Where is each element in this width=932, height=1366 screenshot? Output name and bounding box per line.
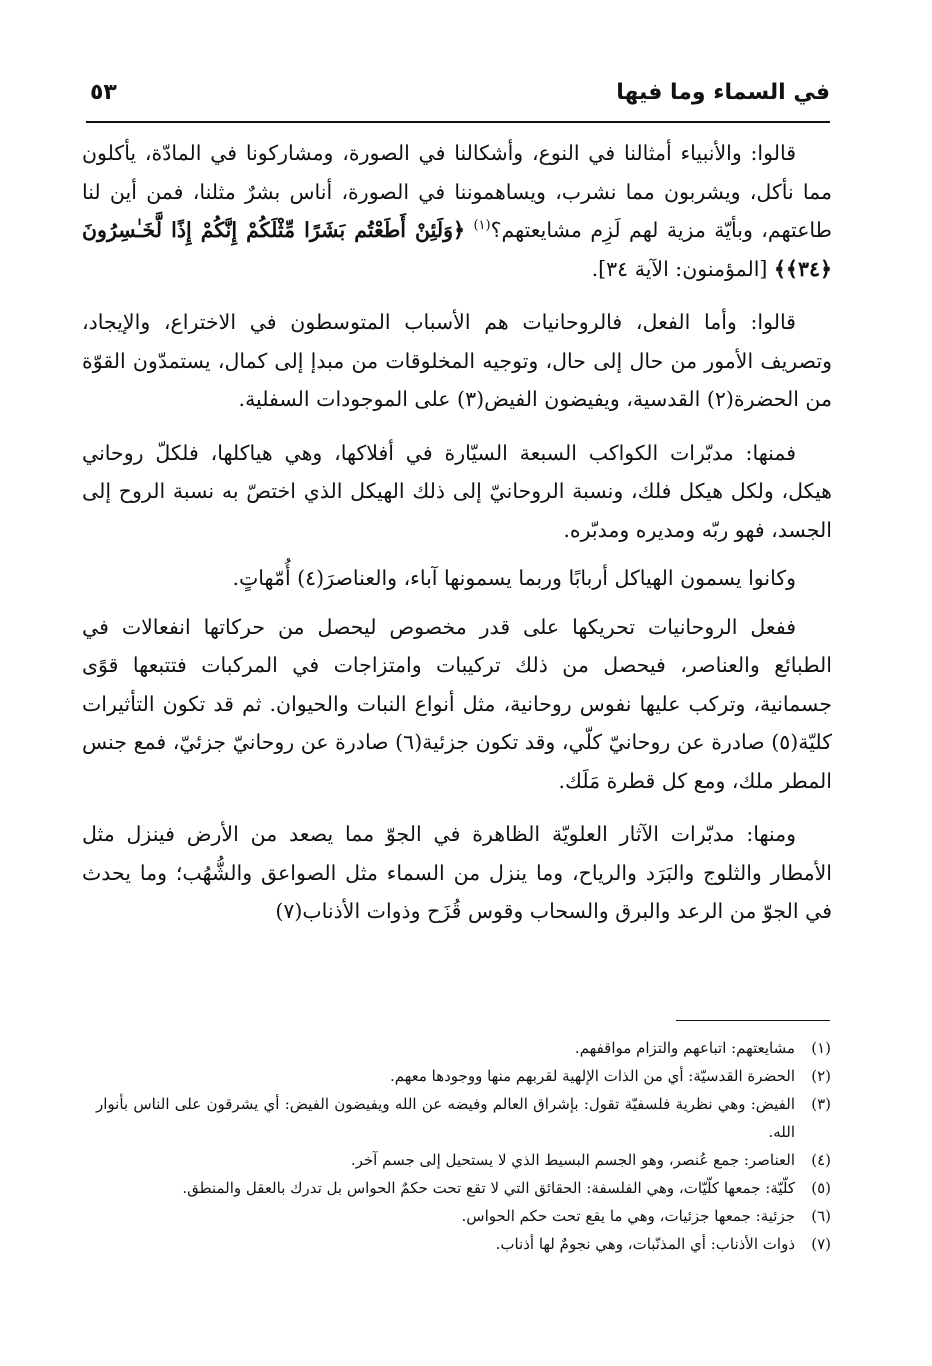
footnote [96,1090,831,1146]
paragraph: ففعل الروحانيات تحريكها على قدر مخصوص ليحصل من حركاتها انفعالات في الطبائع والعناصر، فيحصل من ذلك تركيبات وامتزاجات في المركبات فتتبعها قوًى جسمانية، وتركب عليها نفوس روحانية، مثل أنواع النبات والحيوان. ثم قد تكون التأثيرات كليّة(٥) صادرة عن روحانيّ كلّي، وقد تكون جزئية(٦) صادرة عن روحانيّ جزئيّ، فمع جنس المطر ملك، ومع كل قطرة مَلَك. [82,614,832,793]
footnote-number: (٤) [811,1151,831,1169]
footnote-number: (٦) [811,1207,831,1225]
footnote-number: (٥) [811,1179,831,1197]
verse-reference: [المؤمنون: الآية ٣٤]. [591,256,774,281]
footnote-text: العناصر: جمع عُنصر، وهو الجسم البسيط الذي لا يستحيل إلى جسم آخر. [350,1151,795,1169]
quran-verse: ﴿وَلَئِنْ أَطَعْتُم بَشَرًا مِّثْلَكُمْ إِنَّكُمْ إِذًا لَّخَـٰسِرُونَ ﴿٣٤﴾﴾ [82,218,832,281]
footnote-text: كلّيّة: جمعها كلّيّات، وهي الفلسفة: الحقائق التي لا تقع تحت حكمٌ الحواس بل تدرك بالعقل والمنطق. [182,1179,795,1197]
paragraph [82,134,832,288]
paragraph: قالوا: وأما الفعل، فالروحانيات هم الأسباب المتوسطون في الاختراع، والإيجاد، وتصريف الأمور من حال إلى حال، وتوجيه المخلوقات من مبدإ إلى كمال، يستمدّون القوّة من الحضرة(٢) القدسية، ويفيضون الفيض(٣) على الموجودات السفلية. [82,310,832,411]
footnote-number: (٧) [811,1235,831,1253]
footnote-text: مشايعتهم: اتباعهم والتزام مواقفهم. [574,1039,795,1057]
footnote-text: الحضرة القدسيّة: أي من الذات الإلهية لقربهم منها ووجودها معهم. [389,1067,795,1085]
chapter-title: في السماء وما فيها [616,80,830,105]
footnote [96,1174,831,1202]
footnote-mark: (١) [473,218,491,234]
footnote-number: (٢) [811,1067,831,1085]
main-text [82,134,832,946]
footnote [96,1202,831,1230]
page-number: ٥٣ [90,80,117,105]
footnote [96,1062,831,1090]
footnote [96,1230,831,1258]
running-header [86,76,830,116]
paragraph: وكانوا يسمون الهياكل أربابًا وربما يسمونها آباء، والعناصرَ(٤) أُمّهاتٍ. [232,566,796,590]
footnote-text: جزئية: جمعها جزئيات، وهي ما يقع تحت حكم الحواس. [461,1207,795,1225]
header-divider [86,121,830,123]
footnote-text: ذوات الأذناب: أي المذنّبات، وهي نجومٌ لها أذناب. [495,1235,795,1253]
footnote-number: (٣) [811,1095,831,1113]
footnote [96,1034,831,1062]
footnote-text: الفيض: وهي نظرية فلسفيّة تقول: بإشراق العالم وفيضه عن الله ويفيضون الفيض: أي يشرقون على الناس بأنوار الله. [96,1095,795,1141]
paragraph-text: قالوا: والأنبياء أمثالنا في النوع، وأشكالنا في الصورة، ومشاركونا في المادّة، يأكلون مما نأكل، ويشربون مما نشرب، ويساهموننا في الصورة، أناس بشرٌ مثلنا، فمن أين لنا طاعتهم، وبأيّة مزية لهم لَزِم مشايعتهم؟ [82,141,832,242]
paragraph: ومنها: مدبّرات الآثار العلويّة الظاهرة في الجوّ مما يصعد من الأرض فينزل مثل الأمطار والثلوج والبَرَد والرياح، وما ينزل من السماء مثل الصواعق والشُّهُب؛ وما يحدث في الجوّ من الرعد والبرق والسحاب وقوس قُزَح وذوات الأذناب(٧) [82,822,832,923]
footnote [96,1146,831,1174]
footnote-number: (١) [811,1039,831,1057]
footnote-divider [676,1020,830,1021]
footnotes [96,1034,831,1258]
paragraph: فمنها: مدبّرات الكواكب السبعة السيّارة في أفلاكها، وهي هياكلها، فلكلّ روحاني هيكل، ولكل هيكل فلك، ونسبة الروحانيّ إلى ذلك الهيكل الذي اختصّ به نسبة الروح إلى الجسد، فهو ربّه ومديره ومدبّره. [82,440,832,542]
